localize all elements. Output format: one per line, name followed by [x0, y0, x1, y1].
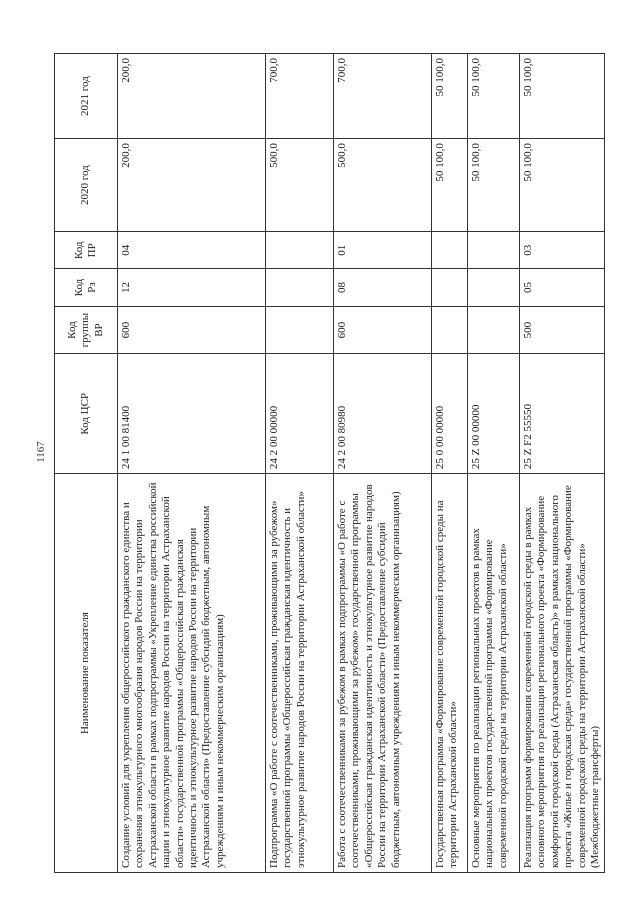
cell-2021: 200,0: [118, 54, 266, 139]
table-header-row: [55, 54, 118, 873]
header-csr: Код ЦСР: [55, 354, 118, 474]
cell-2021: 50 100,0: [432, 54, 468, 139]
table-row: [266, 54, 334, 873]
cell-2020: 50 100,0: [468, 139, 520, 232]
cell-rz: 12: [118, 269, 266, 306]
cell-csr: 25 Z F2 55550: [520, 354, 605, 474]
cell-2021: 700,0: [266, 54, 334, 139]
cell-pr: [468, 232, 520, 269]
cell-name: Подпрограмма «О работе с соотечественниками, проживающими за рубежом» государственной программы «Общероссийская гражданская идентичность и этнокультурное развитие народов России на территории Астраханской области»: [266, 474, 334, 873]
rotated-table-container: [54, 53, 602, 873]
cell-pr: 03: [520, 232, 605, 269]
header-2020: 2020 год: [55, 139, 118, 232]
cell-name: Основные мероприятия по реализации региональных проектов в рамках национальных проектов государственной программы «Формирование современной городской среды на территории Астраханской области»: [468, 474, 520, 873]
cell-csr: 24 2 00 00000: [266, 354, 334, 474]
page-number: 1167: [35, 441, 47, 463]
cell-2021: 50 100,0: [520, 54, 605, 139]
cell-name: Государственная программа «Формирование современной городской среды на территории Астраханской области»: [432, 474, 468, 873]
cell-pr: [432, 232, 468, 269]
cell-csr: 25 0 00 00000: [432, 354, 468, 474]
cell-name: Реализация программ формирования современной городской среды в рамках основного мероприятия по реализации регионального проекта «Формирование комфортной городской среды (Астраханская область)» в рамках национального проекта «Жилье и городская среда» государственной программы «Формирование современной городской среды на территории Астраханской области» (Межбюджетные трансферты): [520, 474, 605, 873]
cell-rz: [432, 269, 468, 306]
header-name: Наименование показателя: [55, 474, 118, 873]
header-rz: Код Рз: [55, 269, 118, 306]
table-row: [468, 54, 520, 873]
cell-pr: 04: [118, 232, 266, 269]
cell-csr: 24 2 00 80980: [334, 354, 432, 474]
cell-csr: 24 1 00 81400: [118, 354, 266, 474]
cell-2020: 50 100,0: [520, 139, 605, 232]
cell-pr: 01: [334, 232, 432, 269]
cell-name: Создание условий для укрепления общероссийского гражданского единства и сохранения этнокультурного многообразия народов России на территории Астраханской области в рамках подпрограммы «Укрепление единства российской нации и этнокультурное развитие народов России на территории Астраханской области» государственной программы «Общероссийская гражданская идентичность и этнокультурное развитие народов России на территории Астраханской области» (Предоставление субсидий бюджетным, автономным учреждениям и иным некоммерческим организациям): [118, 474, 266, 873]
budget-table: [54, 53, 605, 873]
cell-vr: 500: [520, 306, 605, 354]
table-row: [432, 54, 468, 873]
cell-vr: [432, 306, 468, 354]
header-pr: Код ПР: [55, 232, 118, 269]
cell-rz: [468, 269, 520, 306]
cell-vr: [468, 306, 520, 354]
header-2021: 2021 год: [55, 54, 118, 139]
cell-2020: 500,0: [266, 139, 334, 232]
cell-2020: 50 100,0: [432, 139, 468, 232]
cell-rz: 05: [520, 269, 605, 306]
cell-2020: 200,0: [118, 139, 266, 232]
table-row: [118, 54, 266, 873]
cell-rz: 08: [334, 269, 432, 306]
cell-vr: 600: [334, 306, 432, 354]
cell-rz: [266, 269, 334, 306]
cell-csr: 25 Z 00 00000: [468, 354, 520, 474]
cell-2021: 50 100,0: [468, 54, 520, 139]
cell-2021: 700,0: [334, 54, 432, 139]
cell-vr: [266, 306, 334, 354]
header-vr: Код группы ВР: [55, 306, 118, 354]
cell-name: Работа с соотечественниками за рубежом в рамках подпрограммы «О работе с соотечественниками, проживающими за рубежом» государственной программы «Общероссийская гражданская идентичность и этнокультурное развитие народов России на территории Астраханской области» (Предоставление субсидий бюджетным, автономным учреждениям и иным некоммерческим организациям): [334, 474, 432, 873]
cell-pr: [266, 232, 334, 269]
table-row: [334, 54, 432, 873]
cell-2020: 500,0: [334, 139, 432, 232]
table-row: [520, 54, 605, 873]
cell-vr: 600: [118, 306, 266, 354]
